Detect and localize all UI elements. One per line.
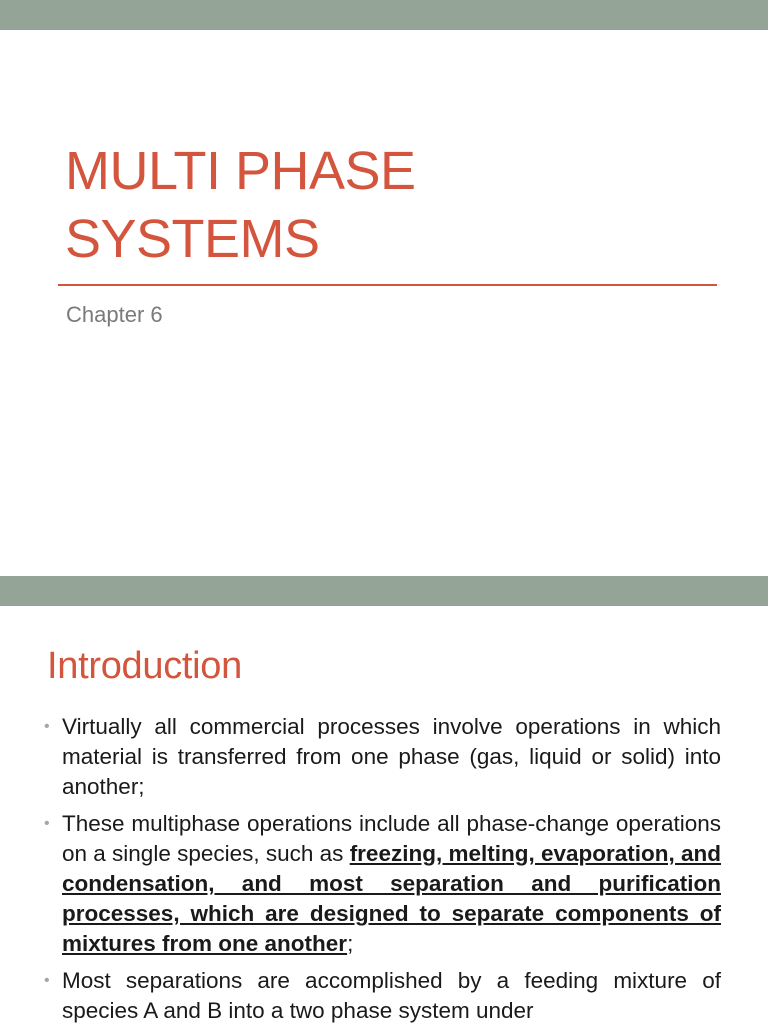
bullet-icon: • bbox=[44, 718, 50, 735]
bullet-icon: • bbox=[44, 815, 50, 832]
bullet-item bbox=[44, 966, 721, 1024]
title-line-2: SYSTEMS bbox=[65, 209, 320, 269]
bullet-text: Virtually all commercial processes involve operations in which material is transferred from one phase (gas, liquid or solid) into another; bbox=[62, 714, 721, 799]
introduction-slide bbox=[0, 576, 768, 1024]
bullet-text: Most separations are accomplished by a feeding mixture of species A and B into a two phase system under bbox=[62, 968, 721, 1023]
emphasized-text: freezing, melting, evaporation, and condensation, and most separation and purification processes, which are designed to separate components of mixtures from one another bbox=[62, 841, 721, 956]
bullet-icon: • bbox=[44, 972, 50, 989]
slide-title bbox=[65, 137, 416, 273]
bullet-item bbox=[44, 712, 721, 802]
title-divider bbox=[58, 284, 717, 286]
bullet-text: These multiphase operations include all phase-change operations on a single species, such as bbox=[62, 811, 721, 866]
slide-subtitle: Chapter 6 bbox=[66, 302, 163, 327]
top-color-band bbox=[0, 576, 768, 606]
bullet-list bbox=[44, 712, 721, 1024]
title-line-1: MULTI PHASE bbox=[65, 141, 416, 201]
top-color-band bbox=[0, 0, 768, 30]
bullet-item bbox=[44, 809, 721, 959]
bullet-text-end: ; bbox=[347, 931, 354, 956]
slide-title: Introduction bbox=[47, 645, 242, 687]
